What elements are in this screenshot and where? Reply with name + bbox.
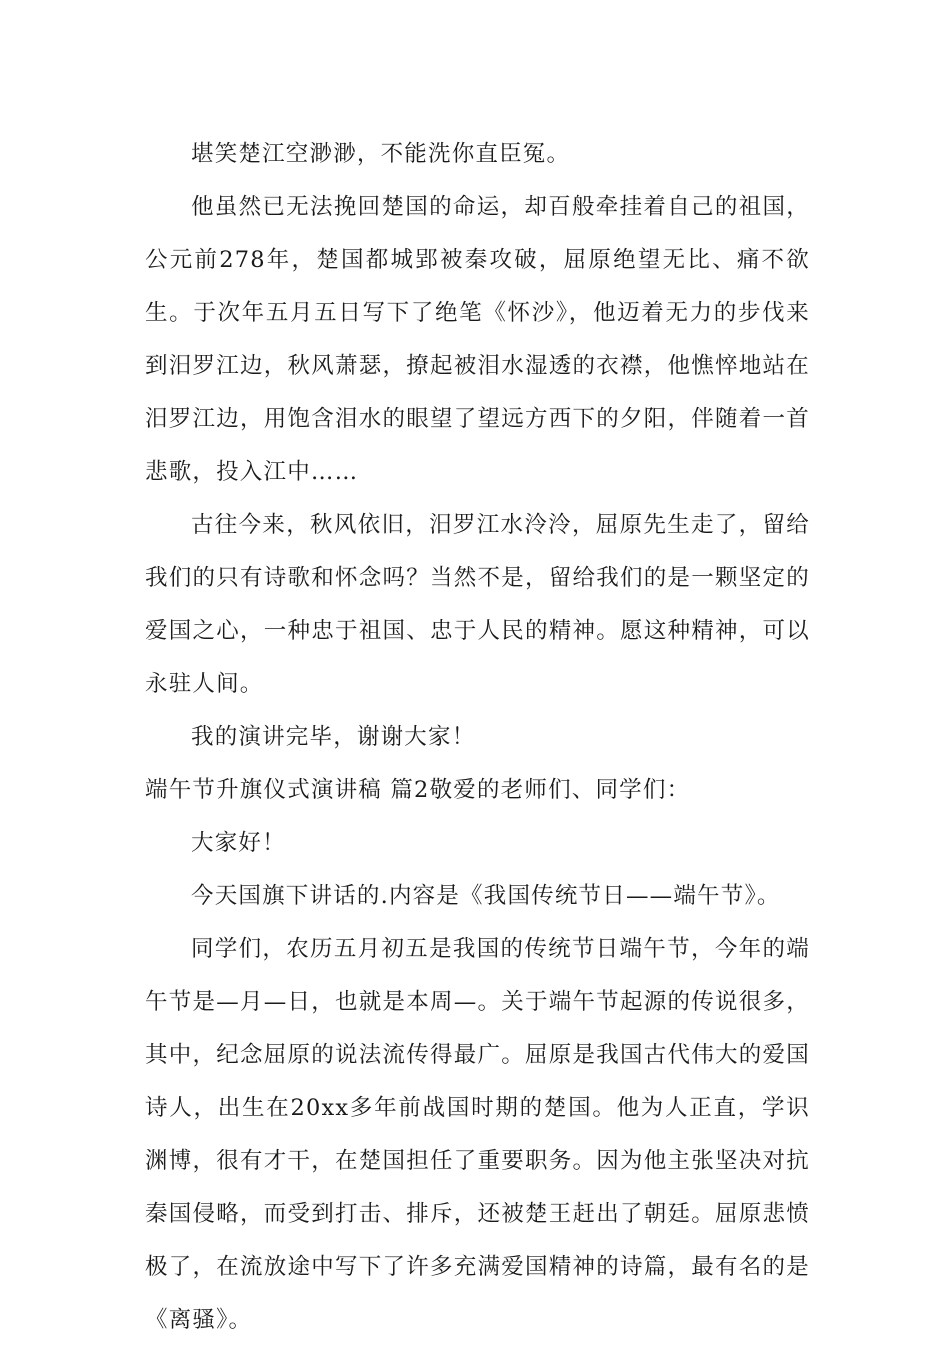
document-page: [145, 128, 810, 1347]
paragraph-spirit: 古往今来，秋风依旧，汨罗江水泠泠，屈原先生走了，留给我们的只有诗歌和怀念吗？当然不是，留给我们的是一颗坚定的爱国之心，一种忠于祖国、忠于人民的精神。愿这种精神，可以永驻人间。: [145, 512, 810, 697]
paragraph-topic: 今天国旗下讲话的.内容是《我国传统节日——端午节》。: [191, 883, 781, 909]
paragraph-closing: 我的演讲完毕，谢谢大家！: [191, 724, 476, 750]
speech-2-heading: 端午节升旗仪式演讲稿 篇2敬爱的老师们、同学们：: [145, 777, 691, 803]
paragraph-quyuan-fate: 他虽然已无法挽回楚国的命运，却百般牵挂着自己的祖国，公元前278年，楚国都城郢被秦攻破，屈原绝望无比、痛不欲生。于次年五月五日写下了绝笔《怀沙》，他迈着无力的步伐来到汨罗江边，秋风萧瑟，撩起被泪水湿透的衣襟，他憔悴地站在汨罗江边，用饱含泪水的眼望了望远方西下的夕阳，伴随着一首悲歌，投入江中……: [145, 194, 810, 485]
paragraph-greeting: 大家好！: [191, 830, 286, 856]
paragraph-dragon-boat-origin: 同学们，农历五月初五是我国的传统节日端午节，今年的端午节是—月—日，也就是本周—。关于端午节起源的传说很多，其中，纪念屈原的说法流传得最广。屈原是我国古代伟大的爱国诗人，出生在20xx多年前战国时期的楚国。他为人正直，学识渊博，很有才干，在楚国担任了重要职务。因为他主张坚决对抗秦国侵略，而受到打击、排斥，还被楚王赶出了朝廷。屈原悲愤极了，在流放途中写下了许多充满爱国精神的诗篇，最有名的是《离骚》。: [145, 936, 810, 1333]
paragraph-poem-line: 堪笑楚江空渺渺，不能洗你直臣冤。: [191, 141, 571, 167]
